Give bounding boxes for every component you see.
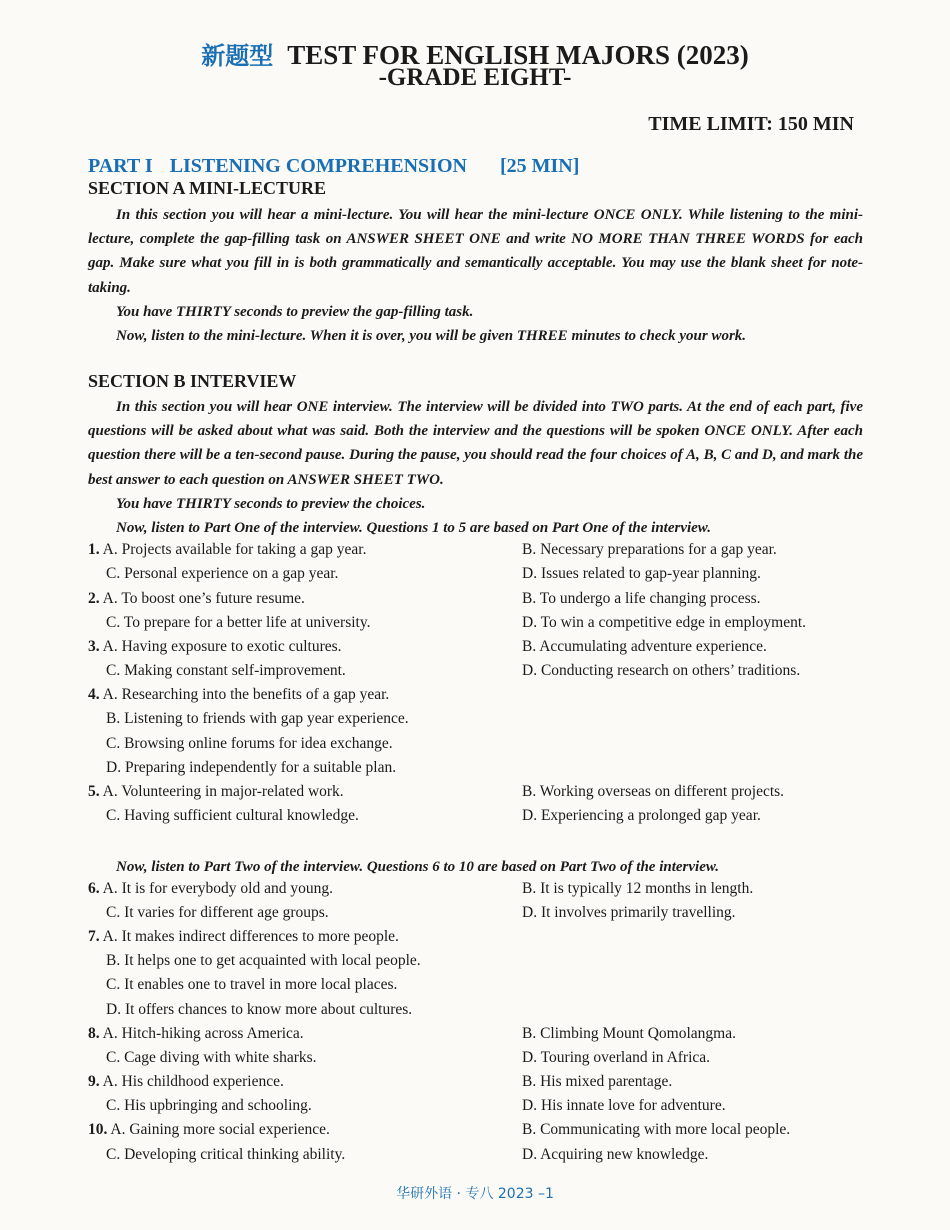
option-c: C. It enables one to travel in more local places. bbox=[106, 976, 398, 993]
section-b-instructions bbox=[88, 395, 863, 540]
option-b: B. Listening to friends with gap year experience. bbox=[106, 710, 409, 727]
page-footer: 华研外语 · 专八 2023 –1 bbox=[396, 1186, 554, 1202]
question-1 bbox=[88, 541, 367, 559]
new-format-tag: 新题型 bbox=[201, 42, 274, 70]
question-number: 7. bbox=[88, 928, 100, 945]
part-label: PART I bbox=[88, 155, 153, 177]
option-b: B. It helps one to get acquainted with local people. bbox=[106, 952, 421, 969]
exam-subtitle: -GRADE EIGHT- bbox=[378, 64, 572, 91]
section-a-para-1: In this section you will hear a mini-lecture. You will hear the mini-lecture ONCE ONLY. While listening to the mini-lecture, complete the gap-filling task on ANSWER SHEET ONE and write NO MORE THAN THREE WORDS for each gap. Make sure what you fill in is both grammatically and semantically acceptable. You may use the blank sheet for note-taking. bbox=[88, 207, 863, 296]
section-b-title: SECTION B INTERVIEW bbox=[88, 371, 297, 391]
option-c: C. Browsing online forums for idea exchange. bbox=[106, 735, 393, 752]
exam-title-text: TEST FOR ENGLISH MAJORS (2023) bbox=[287, 40, 749, 70]
question-number: 6. bbox=[88, 880, 100, 897]
section-b-para-4: Now, listen to Part Two of the interview. Questions 6 to 10 are based on Part Two of the interview. bbox=[116, 859, 720, 875]
option-a: A. Having exposure to exotic cultures. bbox=[102, 638, 342, 655]
option-d: D. Issues related to gap-year planning. bbox=[522, 565, 761, 582]
option-d: D. Conducting research on others’ traditions. bbox=[522, 662, 801, 679]
question-number: 5. bbox=[88, 783, 100, 800]
option-c: C. His upbringing and schooling. bbox=[106, 1097, 312, 1114]
option-c: C. Making constant self-improvement. bbox=[106, 662, 346, 679]
option-b: B. Accumulating adventure experience. bbox=[522, 638, 767, 655]
question-number: 4. bbox=[88, 686, 100, 703]
option-c: C. Having sufficient cultural knowledge. bbox=[106, 807, 359, 824]
option-b: B. Working overseas on different projects. bbox=[522, 783, 785, 800]
option-a: A. Hitch-hiking across America. bbox=[102, 1025, 304, 1042]
question-2 bbox=[88, 590, 305, 608]
option-c: C. To prepare for a better life at university. bbox=[106, 614, 371, 631]
option-d: D. It involves primarily travelling. bbox=[522, 904, 736, 921]
question-3 bbox=[88, 638, 342, 656]
option-d: D. Acquiring new knowledge. bbox=[522, 1146, 709, 1163]
option-a: A. To boost one’s future resume. bbox=[102, 590, 305, 607]
section-a-title: SECTION A MINI-LECTURE bbox=[88, 178, 327, 198]
question-6 bbox=[88, 880, 333, 898]
option-a: A. It is for everybody old and young. bbox=[102, 880, 333, 897]
option-b: B. Necessary preparations for a gap year. bbox=[522, 541, 777, 558]
option-b: B. It is typically 12 months in length. bbox=[522, 880, 754, 897]
option-c: C. Cage diving with white sharks. bbox=[106, 1049, 317, 1066]
question-number: 10. bbox=[88, 1121, 108, 1138]
question-number: 1. bbox=[88, 541, 100, 558]
option-d: D. Preparing independently for a suitable plan. bbox=[106, 759, 397, 776]
question-number: 3. bbox=[88, 638, 100, 655]
option-b: B. Communicating with more local people. bbox=[522, 1121, 791, 1138]
option-b: B. His mixed parentage. bbox=[522, 1073, 673, 1090]
question-10 bbox=[88, 1121, 330, 1139]
option-c: C. It varies for different age groups. bbox=[106, 904, 329, 921]
option-c: C. Developing critical thinking ability. bbox=[106, 1146, 346, 1163]
option-b: B. Climbing Mount Qomolangma. bbox=[522, 1025, 736, 1042]
question-8 bbox=[88, 1025, 304, 1043]
part-time: [25 MIN] bbox=[499, 155, 580, 177]
section-b-para-1: In this section you will hear ONE interview. The interview will be divided into TWO parts. At the end of each part, five questions will be asked about what was said. Both the interview and the questions will be spoken ONCE ONLY. After each question there will be a ten-second pause. During the pause, you should read the four choices of A, B, C and D, and mark the best answer to each question on ANSWER SHEET TWO. bbox=[88, 399, 863, 488]
question-number: 2. bbox=[88, 590, 100, 607]
section-a-para-2: You have THIRTY seconds to preview the gap-filling task. bbox=[116, 303, 474, 320]
section-a-instructions bbox=[88, 203, 863, 348]
option-a: A. Researching into the benefits of a gap year. bbox=[102, 686, 390, 703]
option-b: B. To undergo a life changing process. bbox=[522, 590, 761, 607]
question-5 bbox=[88, 783, 344, 801]
option-d: D. His innate love for adventure. bbox=[522, 1097, 726, 1114]
option-a: A. Volunteering in major-related work. bbox=[102, 783, 344, 800]
part-name: LISTENING COMPREHENSION bbox=[169, 155, 467, 177]
question-4 bbox=[88, 686, 389, 704]
time-limit: TIME LIMIT: 150 MIN bbox=[648, 113, 854, 135]
option-d: D. Experiencing a prolonged gap year. bbox=[522, 807, 761, 824]
option-a: A. Gaining more social experience. bbox=[110, 1121, 330, 1138]
option-a: A. His childhood experience. bbox=[102, 1073, 284, 1090]
option-d: D. It offers chances to know more about cultures. bbox=[106, 1001, 413, 1018]
part-two-instruction bbox=[88, 855, 863, 879]
question-number: 9. bbox=[88, 1073, 100, 1090]
option-c: C. Personal experience on a gap year. bbox=[106, 565, 339, 582]
section-a-para-3: Now, listen to the mini-lecture. When it is over, you will be given THREE minutes to check your work. bbox=[116, 328, 747, 345]
question-7 bbox=[88, 928, 399, 946]
option-a: A. It makes indirect differences to more people. bbox=[102, 928, 399, 945]
question-9 bbox=[88, 1073, 284, 1091]
section-b-para-3: Now, listen to Part One of the interview. Questions 1 to 5 are based on Part One of the interview. bbox=[116, 520, 712, 537]
section-b-para-2: You have THIRTY seconds to preview the choices. bbox=[116, 495, 426, 512]
part-heading bbox=[88, 155, 579, 178]
option-a: A. Projects available for taking a gap year. bbox=[102, 541, 367, 558]
option-d: D. To win a competitive edge in employment. bbox=[522, 614, 807, 631]
option-d: D. Touring overland in Africa. bbox=[522, 1049, 711, 1066]
question-number: 8. bbox=[88, 1025, 100, 1042]
